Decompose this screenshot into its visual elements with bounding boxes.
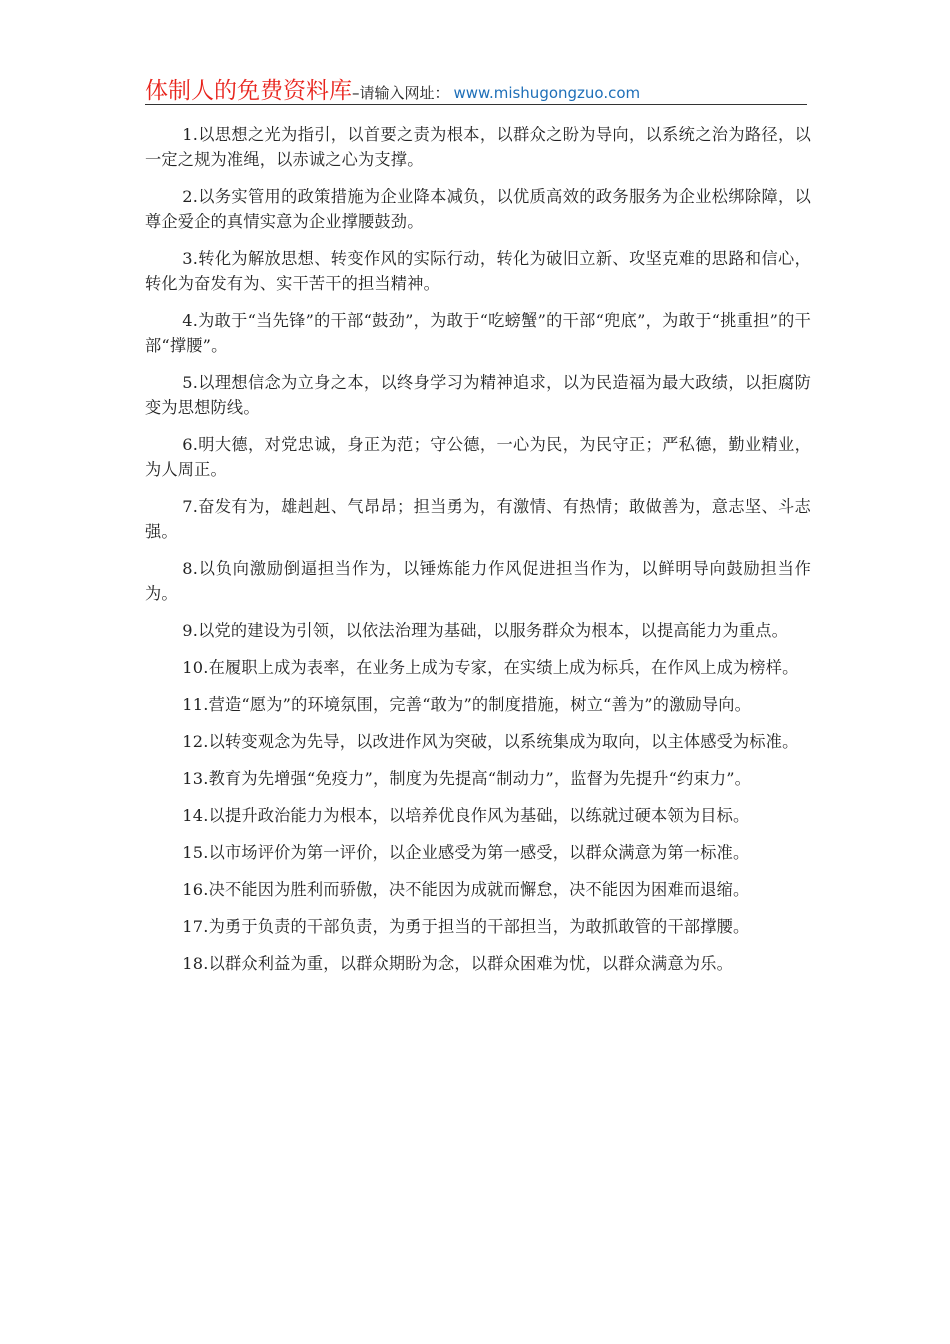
list-item: 2.以务实管用的政策措施为企业降本减负，以优质高效的政务服务为企业松绑除障，以尊企爱企的真情实意为企业撑腰鼓劲。 [145,187,811,231]
list-item: 10.在履职上成为表率，在业务上成为专家，在实绩上成为标兵，在作风上成为榜样。 [182,658,799,677]
list-item: 8.以负向激励倒逼担当作为，以锤炼能力作风促进担当作为，以鲜明导向鼓励担当作为。 [145,559,811,603]
document-body [145,122,811,988]
list-item: 5.以理想信念为立身之本，以终身学习为精神追求，以为民造福为最大政绩，以拒腐防变为思想防线。 [145,373,811,417]
list-item: 11.营造“愿为”的环境氛围，完善“敢为”的制度措施，树立“善为”的激励导向。 [182,695,752,714]
header-url-link[interactable]: www.mishugongzuo.com [453,84,641,102]
list-item: 17.为勇于负责的干部负责，为勇于担当的干部担当，为敢抓敢管的干部撑腰。 [182,917,750,936]
header-prompt: –请输入网址： [352,84,450,102]
list-item: 14.以提升政治能力为根本，以培养优良作风为基础，以练就过硬本领为目标。 [182,806,750,825]
list-item: 13.教育为先增强“免疫力”，制度为先提高“制动力”，监督为先提升“约束力”。 [182,769,752,788]
header-line [145,72,640,105]
list-item: 15.以市场评价为第一评价，以企业感受为第一感受，以群众满意为第一标准。 [182,843,750,862]
list-item: 18.以群众利益为重，以群众期盼为念，以群众困难为忧，以群众满意为乐。 [182,954,733,973]
list-item: 9.以党的建设为引领，以依法治理为基础，以服务群众为根本，以提高能力为重点。 [182,621,789,640]
list-item: 3.转化为解放思想、转变作风的实际行动，转化为破旧立新、攻坚克难的思路和信心，转化为奋发有为、实干苦干的担当精神。 [145,249,811,293]
list-item: 16.决不能因为胜利而骄傲，决不能因为成就而懈怠，决不能因为困难而退缩。 [182,880,750,899]
list-item: 7.奋发有为，雄赳赳、气昂昂；担当勇为，有激情、有热情；敢做善为，意志坚、斗志强。 [145,497,811,541]
list-item: 4.为敢于“当先锋”的干部“鼓劲”，为敢于“吃螃蟹”的干部“兜底”，为敢于“挑重担”的干部“撑腰”。 [145,311,811,355]
header-brand: 体制人的免费资料库 [145,78,352,104]
list-item: 1.以思想之光为指引，以首要之责为根本，以群众之盼为导向，以系统之治为路径，以一定之规为准绳，以赤诚之心为支撑。 [145,125,811,169]
list-item: 6.明大德，对党忠诚，身正为范；守公德，一心为民，为民守正；严私德，勤业精业，为人周正。 [145,435,811,479]
page-header [145,70,807,105]
list-item: 12.以转变观念为先导，以改进作风为突破，以系统集成为取向，以主体感受为标准。 [182,732,799,751]
